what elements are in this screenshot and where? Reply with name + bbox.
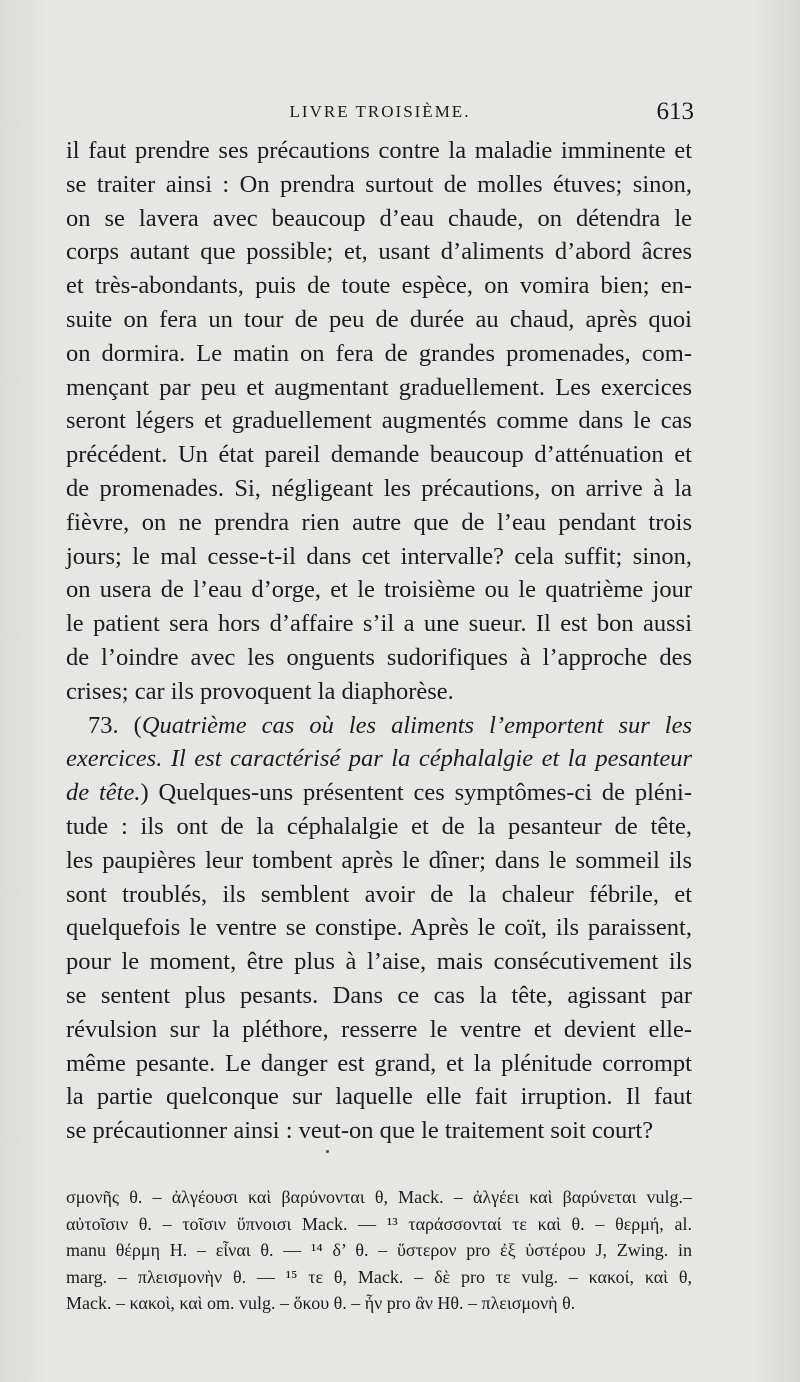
text-line: crises; car ils provoquent la diaphorèse. bbox=[66, 677, 454, 705]
text-line: fièvre, on ne prendra rien autre que de l’eau pendant trois bbox=[66, 508, 692, 536]
text-line: la partie quelconque sur laquelle elle fait irruption. Il faut bbox=[66, 1083, 692, 1111]
text-line: mençant par peu et augmentant graduellement. Les exercices bbox=[66, 373, 692, 401]
text-line: se sentent plus pesants. Dans ce cas la tête, agissant par bbox=[66, 981, 692, 1009]
page-header bbox=[66, 98, 694, 128]
text-line: il faut prendre ses précautions contre la maladie imminente et bbox=[66, 137, 692, 164]
text-line: révulsion sur la pléthore, resserre le ventre et devient elle- bbox=[66, 1015, 692, 1043]
ink-speck bbox=[326, 1150, 329, 1153]
text-line: pour le moment, être plus à l’aise, mais consécutivement ils bbox=[66, 948, 692, 976]
text-line: on se lavera avec beaucoup d’eau chaude, on détendra le bbox=[66, 204, 692, 232]
text-line: jours; le mal cesse-t-il dans cet intervalle? cela suffit; sinon, bbox=[66, 542, 692, 570]
text-line: corps autant que possible; et, usant d’aliments d’abord âcres bbox=[66, 238, 692, 266]
text-line: précédent. Un état pareil demande beaucoup d’atténuation et bbox=[66, 441, 692, 469]
text-line: se traiter ainsi : On prendra surtout de molles étuves; sinon, bbox=[66, 170, 692, 198]
section-73-heading-line bbox=[66, 709, 692, 743]
text-line: sont troublés, ils semblent avoir de la chaleur fébrile, et bbox=[66, 880, 692, 908]
footnote-line: σμονῆς θ. – ἀλγέουσι καὶ βαρύνονται θ, Mack. – ἀλγέει καὶ βαρύνεται vulg.– bbox=[66, 1187, 692, 1207]
paren-open: ( bbox=[133, 711, 142, 739]
page-number: 613 bbox=[656, 98, 694, 125]
text-line: de l’oindre avec les onguents sudorifiques à l’approche des bbox=[66, 643, 692, 671]
text-line: le patient sera hors d’affaire s’il a une sueur. Il est bon aussi bbox=[66, 610, 692, 638]
text-line: on dormira. Le matin on fera de grandes promenades, com- bbox=[66, 339, 692, 367]
text-line: on usera de l’eau d’orge, et le troisième ou le quatrième jour bbox=[66, 576, 692, 604]
text-line: quelquefois le ventre se constipe. Après le coït, ils paraissent, bbox=[66, 914, 692, 942]
text-line: de promenades. Si, négligeant les précautions, on arrive à la bbox=[66, 474, 692, 502]
footnote-line: Mack. – κακοὶ, καὶ om. vulg. – ὅκου θ. – ἦν pro ἂν Hθ. – πλεισμονὴ θ. bbox=[66, 1293, 576, 1313]
text-line: même pesante. Le danger est grand, et la plénitude corrompt bbox=[66, 1049, 692, 1077]
section-title-part: Quatrième cas où les aliments l’emportent sur les bbox=[141, 711, 692, 739]
section-title-part: exercices. Il est caractérisé par la céphalalgie et la pesanteur bbox=[66, 745, 692, 773]
text-line: se précautionner ainsi : veut-on que le traitement soit court? bbox=[66, 1117, 654, 1145]
main-text bbox=[66, 134, 692, 1148]
text-line: tude : ils ont de la céphalalgie et de la pesanteur de tête, bbox=[66, 812, 692, 840]
footnote-line: manu θέρμη H. – εἶναι θ. — ¹⁴ δ’ θ. – ὕστερον pro ἐξ ὑστέρου J, Zwing. in bbox=[66, 1240, 692, 1260]
text-line: les paupières leur tombent après le dîner; dans le sommeil ils bbox=[66, 846, 692, 874]
text-line: seront légers et graduellement augmentés comme dans le cas bbox=[66, 407, 692, 435]
text-line: suite on fera un tour de peu de durée au chaud, après quoi bbox=[66, 305, 692, 333]
text-line bbox=[66, 776, 692, 810]
footnote-line: marg. – πλεισμονὴν θ. — ¹⁵ τε θ, Mack. – δὲ pro τε vulg. – κακοί, καὶ θ, bbox=[66, 1266, 692, 1287]
text-fragment: ) Quelques-uns présentent ces symptômes-ci de pléni- bbox=[140, 779, 692, 807]
footnote-line: αὐτοῖσιν θ. – τοῖσιν ὕπνοισι Mack. — ¹³ ταράσσονταί τε καὶ θ. – θερμή, al. bbox=[66, 1213, 692, 1234]
footnotes bbox=[66, 1184, 692, 1317]
text-line: et très-abondants, puis de toute espèce, on vomira bien; en- bbox=[66, 272, 692, 300]
section-title-part: de tête. bbox=[66, 779, 141, 807]
section-number: 73. bbox=[88, 711, 119, 739]
running-head: LIVRE TROISIÈME. bbox=[289, 102, 471, 121]
